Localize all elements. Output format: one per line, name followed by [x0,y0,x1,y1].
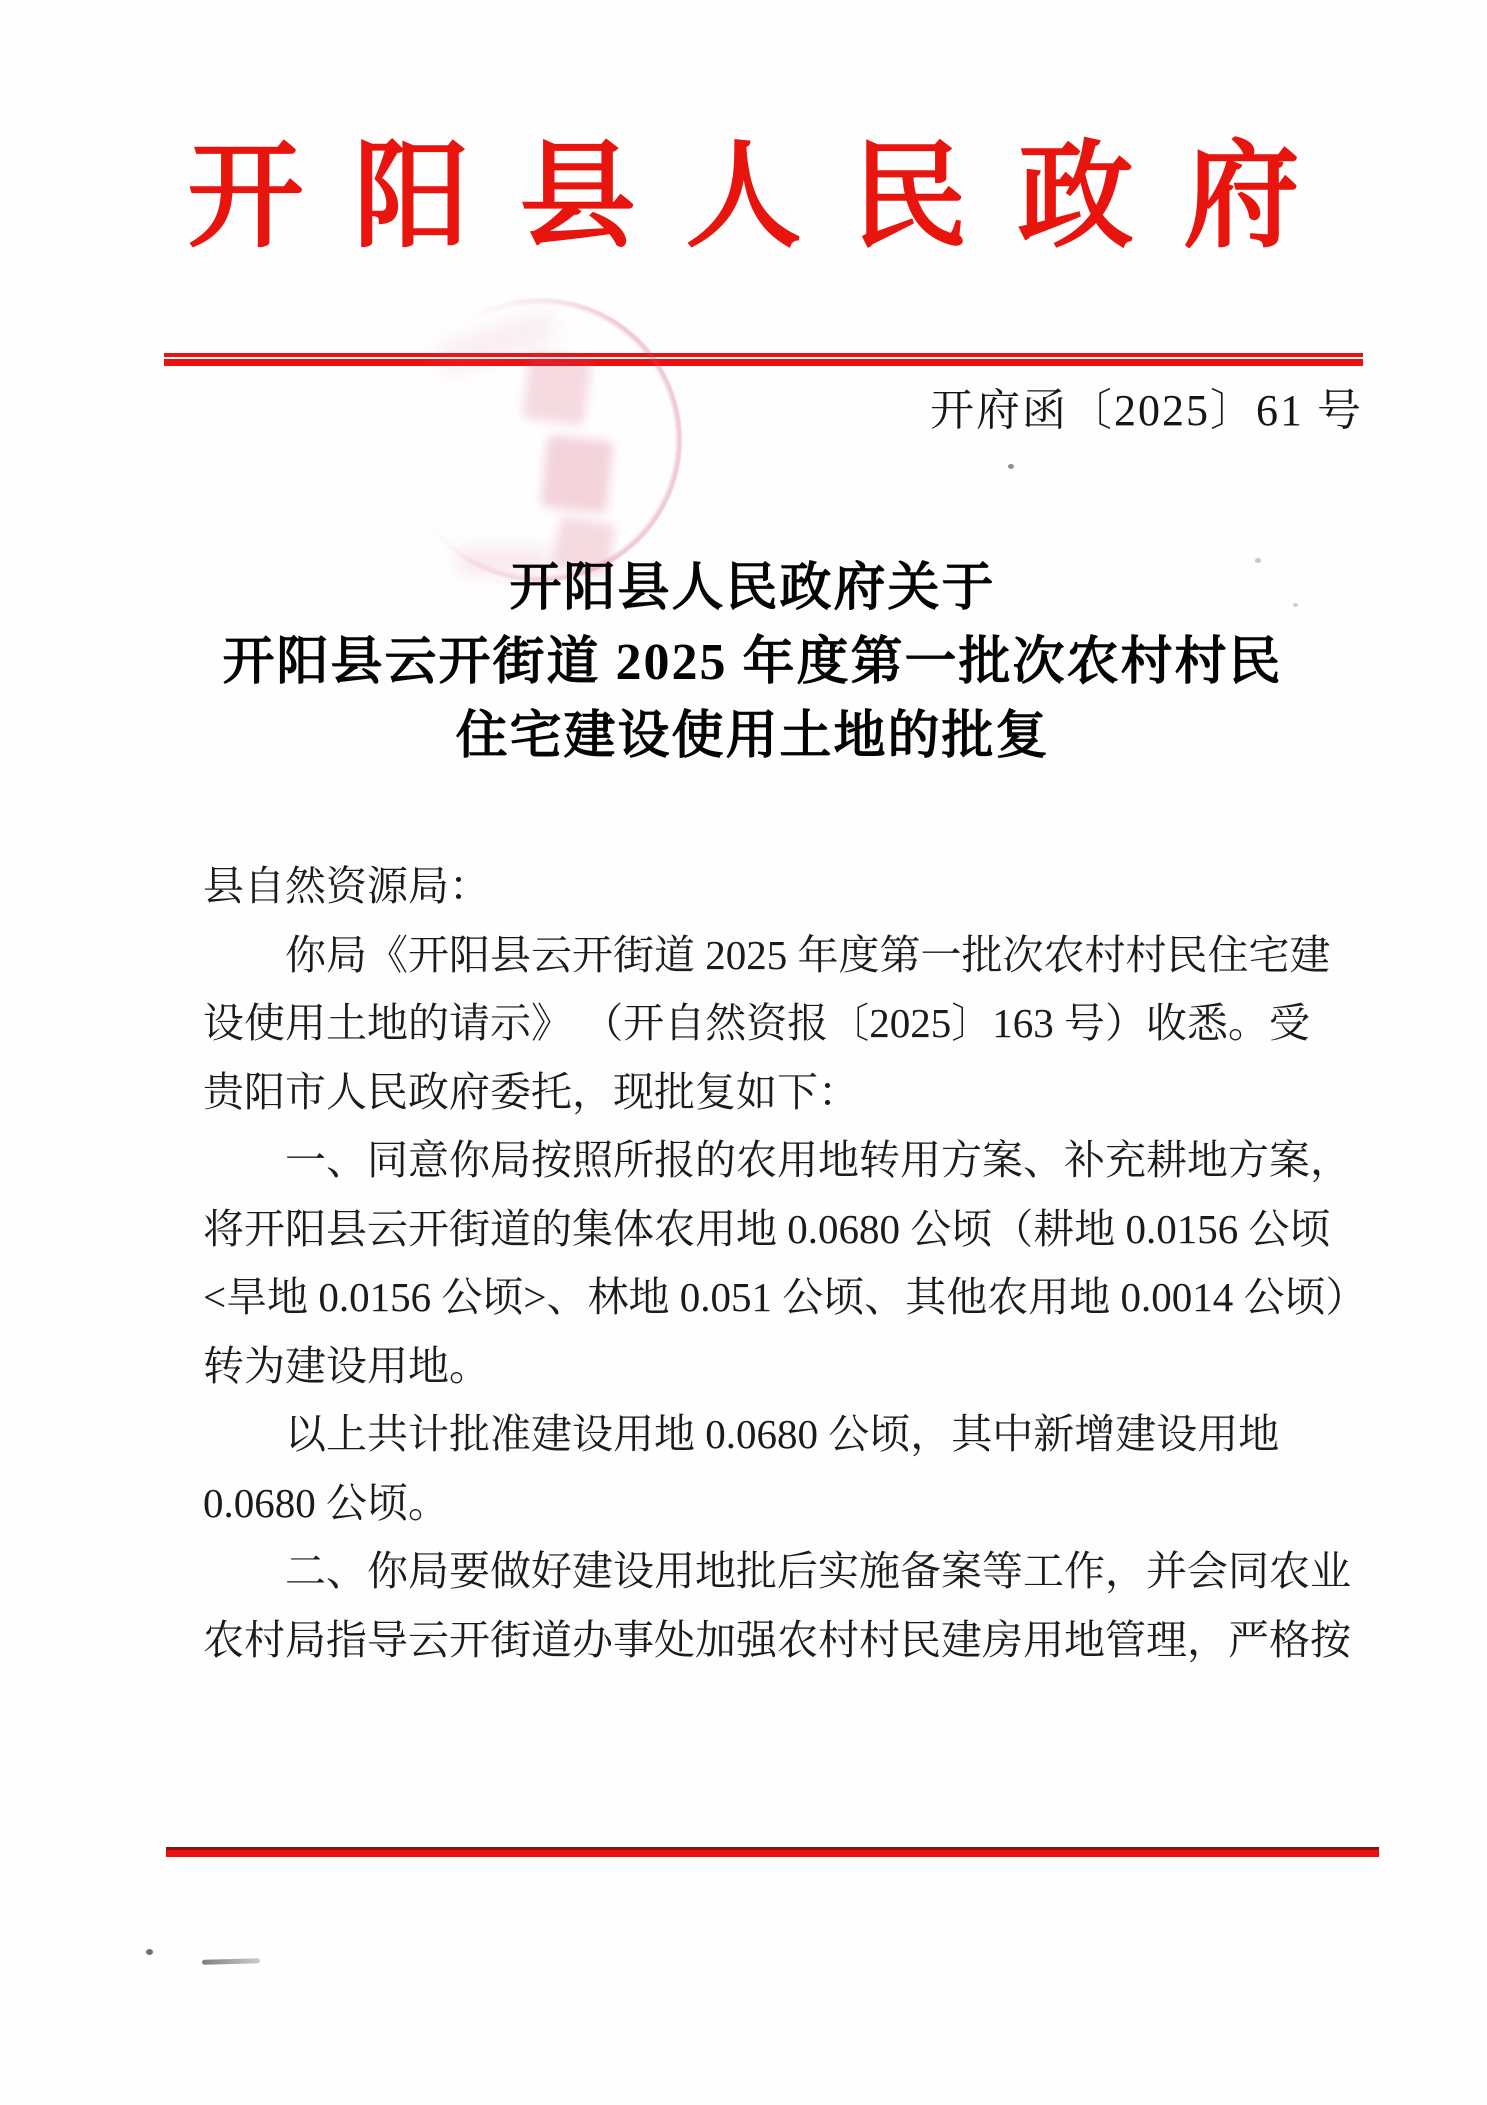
official-seal-stamp [398,298,682,582]
header-red-rule [164,353,1363,366]
document-body [203,852,1367,1674]
scan-artifact [1293,603,1298,607]
body-text-line-recipient: 县自然资源局： [203,863,490,909]
seal-text-mark [540,435,613,514]
body-text-line: 将开阳县云开街道的集体农用地 0.0680 公顷（耕地 0.0156 公顷 [203,1205,1331,1252]
body-text-line: 贵阳市人民政府委托，现批复如下： [203,1068,859,1115]
letterhead-org-title: 开阳县人民政府 [187,134,1350,262]
document-title-line-2: 开阳县云开街道 2025 年度第一批次农村村民 [222,634,1283,691]
document-reference-number: 开府函〔2025〕61 号 [930,386,1363,435]
footer-red-rule [166,1847,1379,1857]
seal-text-mark [522,352,593,426]
document-title [0,552,1487,774]
body-text-line: 你局《开阳县云开街道 2025 年度第一批次农村村民住宅建 [203,931,1331,978]
body-text-line: <旱地 0.0156 公顷>、林地 0.051 公顷、其他农用地 0.0014 公顷） [203,1274,1367,1320]
body-text-line: 一、同意你局按照所报的农用地转用方案、补充耕地方案， [203,1137,1351,1183]
scan-artifact [146,1949,153,1955]
body-text-line: 转为建设用地。 [203,1342,490,1389]
body-text-line: 设使用土地的请示》 （开自然资报〔2025〕163 号）收悉。受 [203,1000,1310,1046]
scan-artifact [1008,464,1014,469]
scan-artifact [1255,558,1261,563]
scan-artifact [202,1958,260,1965]
document-title-line-1: 开阳县人民政府关于 [509,560,996,617]
body-text-line: 农村局指导云开街道办事处加强农村村民建房用地管理，严格按 [203,1616,1351,1663]
body-text-line: 以上共计批准建设用地 0.0680 公顷，其中新增建设用地 [203,1411,1280,1457]
document-title-line-3: 住宅建设使用土地的批复 [455,708,1050,765]
body-text-line: 二、你局要做好建设用地批后实施备案等工作，并会同农业 [203,1548,1351,1594]
body-text-line: 0.0680 公顷。 [203,1479,449,1526]
